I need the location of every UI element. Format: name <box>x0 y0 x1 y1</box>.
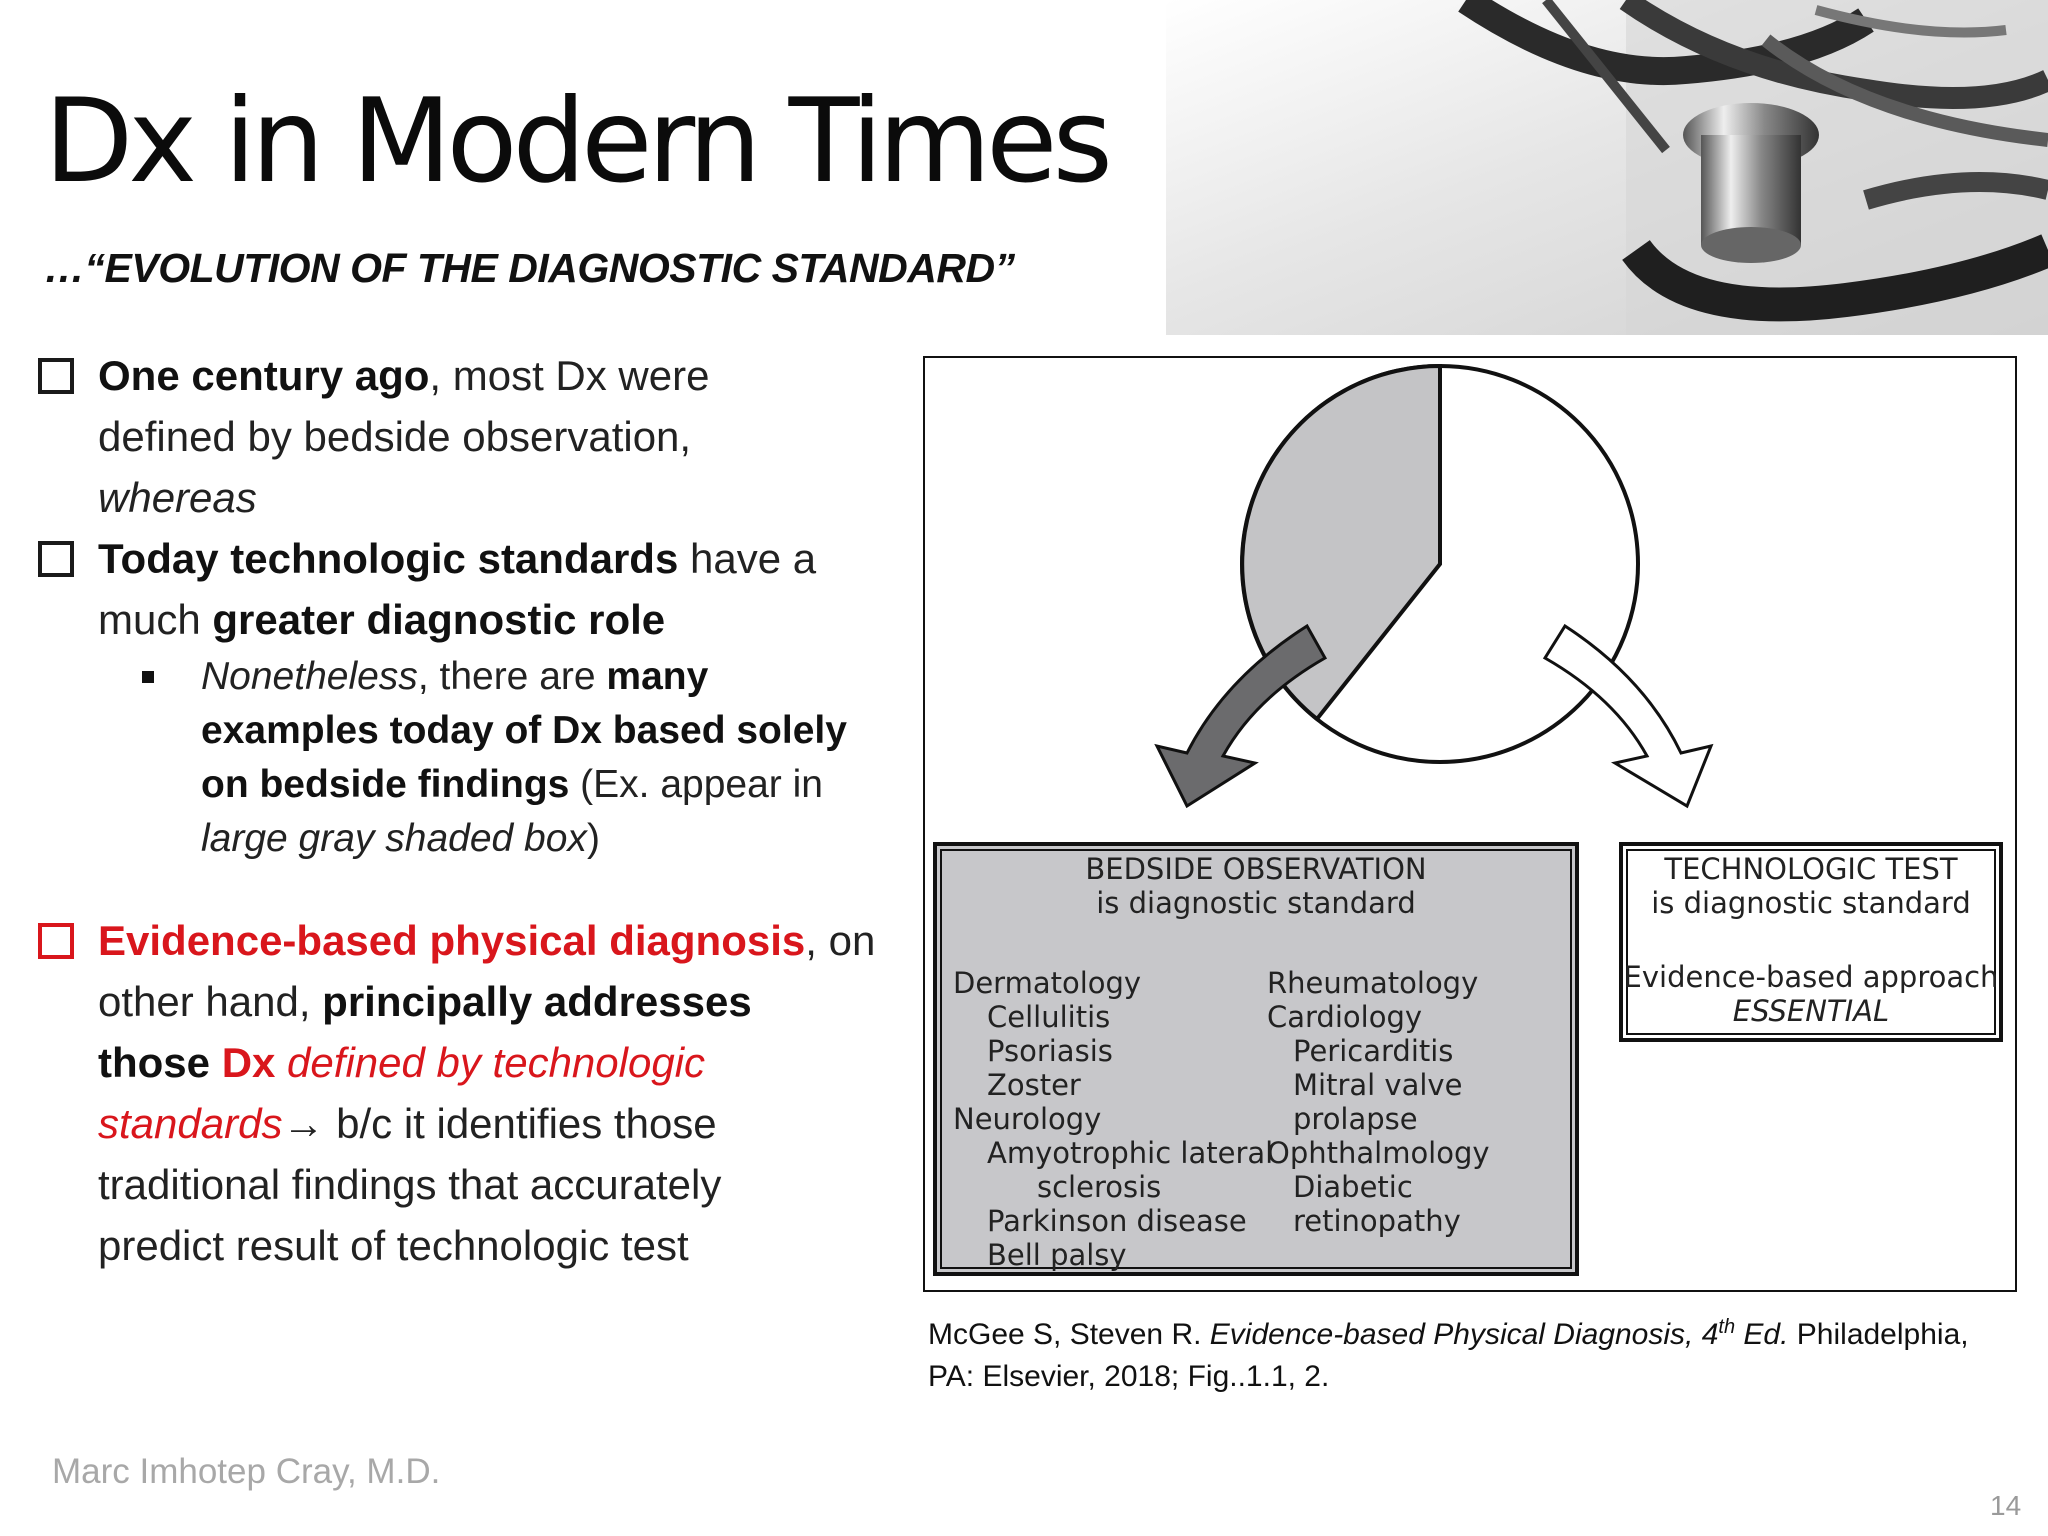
condition-item: Amyotrophic lateral <box>987 1136 1274 1170</box>
specialty-item: Cardiology <box>1267 1000 1423 1034</box>
specialty-item: Rheumatology <box>1267 966 1479 1000</box>
evidence-red-bold-text: Evidence-based physical diagnosis <box>98 917 806 964</box>
sub-italic-text: large gray shaded box <box>201 817 587 860</box>
citation-text: PA: Elsevier, 2018; Fig..1.1, 2. <box>928 1360 1330 1393</box>
tech-line-essential: ESSENTIAL <box>1732 994 1890 1028</box>
evidence-text: other hand, <box>98 978 323 1025</box>
bullet-bold-text: One century ago <box>98 352 430 399</box>
sub-bullet-nonetheless <box>36 650 916 866</box>
slide-subtitle: …“EVOLUTION OF THE DIAGNOSTIC STANDARD” <box>44 245 1015 291</box>
stethoscope-photo <box>1166 0 2048 335</box>
bullet-text: , most Dx were <box>429 352 710 399</box>
bullet-bold-text: greater diagnostic role <box>212 596 666 643</box>
condition-item: Pericarditis <box>1293 1034 1454 1068</box>
condition-item: Parkinson disease <box>987 1204 1247 1238</box>
evidence-text: traditional findings that accurately <box>98 1161 722 1208</box>
sub-text: , there are <box>417 655 607 698</box>
bedside-observation-box <box>933 842 1579 1276</box>
page-number: 14 <box>1990 1490 2022 1521</box>
evidence-red-italic-text: defined by technologic <box>275 1039 706 1086</box>
bedside-subtitle: is diagnostic standard <box>1096 886 1416 920</box>
bullet-italic-text: whereas <box>98 474 257 521</box>
checkbox-bullet-icon <box>38 358 74 394</box>
sub-text: (Ex. appear in <box>569 763 823 806</box>
condition-item: Mitral valve prolapse <box>1293 1068 1463 1136</box>
tech-subtitle: is diagnostic standard <box>1651 886 1971 920</box>
bullet-list <box>36 345 916 1276</box>
bedside-title: BEDSIDE OBSERVATION <box>1085 852 1427 886</box>
citation-italic-text: Ed. <box>1735 1318 1789 1351</box>
condition-item: Diabetic retinopathy <box>1293 1170 1461 1238</box>
condition-item: Bell palsy <box>987 1238 1127 1272</box>
diagnostic-standard-figure <box>923 356 2017 1292</box>
sub-bold-text: on bedside findings <box>201 763 570 806</box>
left-column-list <box>953 966 1273 1272</box>
tech-line-approach: Evidence-based approach <box>1623 960 1999 994</box>
slide-title: Dx in Modern Times <box>44 74 1108 209</box>
evidence-bold-text: those <box>98 1039 222 1086</box>
bullet-today <box>36 528 916 650</box>
specialty-item: Dermatology <box>953 966 1142 1000</box>
citation-italic-text: Evidence-based Physical Diagnosis, 4 <box>1209 1318 1719 1351</box>
sub-bold-text: examples today of Dx based solely <box>201 709 847 752</box>
citation-superscript: th <box>1718 1316 1736 1338</box>
citation-text: McGee S, Steven R. <box>928 1318 1210 1351</box>
condition-item: sclerosis <box>1037 1170 1162 1204</box>
author-footer: Marc Imhotep Cray, M.D. <box>52 1452 441 1491</box>
evidence-text: b/c it identifies those <box>324 1100 717 1147</box>
figure-citation <box>928 1306 1988 1398</box>
square-bullet-icon <box>142 671 154 683</box>
bullet-evidence <box>36 910 916 1276</box>
bullet-bold-text: Today technologic standards <box>98 535 679 582</box>
evidence-red-italic-text: standards <box>98 1100 283 1147</box>
evidence-red-bold-text: Dx <box>221 1039 276 1086</box>
evidence-text: , on <box>805 917 876 964</box>
sub-bold-text: many <box>606 655 709 698</box>
sub-text: ) <box>586 817 600 860</box>
evidence-text: predict result of technologic test <box>98 1222 689 1269</box>
specialty-item: Neurology <box>953 1102 1102 1136</box>
checkbox-bullet-icon <box>38 541 74 577</box>
bullet-text: defined by bedside observation, <box>98 413 692 460</box>
left-curved-arrow <box>1157 626 1325 806</box>
bullet-text: have a <box>678 535 817 582</box>
citation-text: Philadelphia, <box>1788 1318 1969 1351</box>
specialty-item: Ophthalmology <box>1267 1136 1490 1170</box>
right-arrow-icon: → <box>282 1100 325 1147</box>
bullet-one-century <box>36 345 916 528</box>
tech-title: TECHNOLOGIC TEST <box>1664 852 1958 886</box>
condition-item: Cellulitis <box>987 1000 1111 1034</box>
pie-arrow-diagram <box>925 358 2015 838</box>
sub-italic-text: Nonetheless <box>201 655 418 698</box>
evidence-bold-text: principally addresses <box>322 978 752 1025</box>
condition-item: Psoriasis <box>987 1034 1113 1068</box>
condition-item: Zoster <box>987 1068 1081 1102</box>
right-column-list <box>1267 966 1575 1238</box>
checkbox-bullet-red-icon <box>38 923 74 959</box>
bullet-text: much <box>98 596 213 643</box>
technologic-test-box <box>1619 842 2003 1042</box>
